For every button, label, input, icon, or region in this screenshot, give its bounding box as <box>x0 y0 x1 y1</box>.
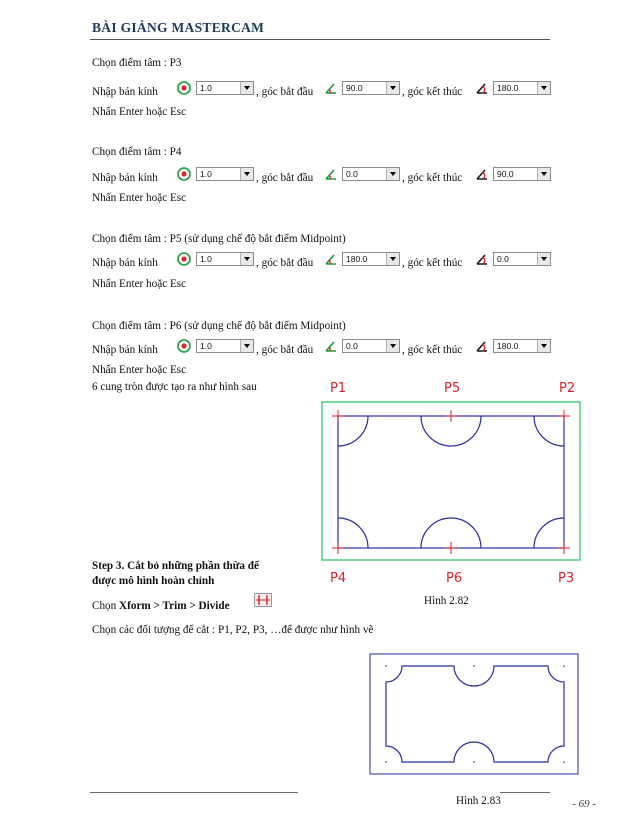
dropdown-arrow-icon[interactable] <box>537 82 550 94</box>
end-angle-field[interactable]: 90.0 <box>493 167 551 181</box>
start-angle-field[interactable]: 0.0 <box>342 339 400 353</box>
label-p6: P6 <box>446 571 463 586</box>
menu-path[interactable]: Xform > Trim > Divide <box>119 600 230 612</box>
dropdown-arrow-icon[interactable] <box>240 340 253 352</box>
dropdown-arrow-icon[interactable] <box>386 82 399 94</box>
arc-p4 <box>338 518 368 548</box>
start-angle-field[interactable]: 90.0 <box>342 81 400 95</box>
end-angle-field[interactable]: 180.0 <box>493 81 551 95</box>
figure2-caption: Hình 2.83 <box>456 795 501 807</box>
page-number: - 69 - <box>572 798 596 810</box>
dropdown-arrow-icon[interactable] <box>537 168 550 180</box>
header-rule <box>90 39 550 40</box>
dropdown-arrow-icon[interactable] <box>386 253 399 265</box>
step3-line2: được mô hình hoàn chỉnh <box>92 575 215 587</box>
dropdown-arrow-icon[interactable] <box>240 253 253 265</box>
radius-field[interactable]: 1.0 <box>196 81 254 95</box>
start-angle-field[interactable]: 180.0 <box>342 252 400 266</box>
figure1-caption: Hình 2.82 <box>424 595 469 607</box>
dropdown-arrow-icon[interactable] <box>537 253 550 265</box>
block3-center: Chọn điểm tâm : P5 (sử dụng chế độ bắt điểm Midpoint) <box>92 233 346 245</box>
marker-p4 <box>332 542 344 554</box>
radius-icon[interactable] <box>176 251 192 267</box>
radius-icon[interactable] <box>176 166 192 182</box>
block3-end-label: , góc kết thúc <box>402 257 463 269</box>
block4-start-label: , góc bắt đầu <box>256 344 314 356</box>
label-p5: P5 <box>444 381 461 396</box>
block1-start-label: , góc bắt đầu <box>256 86 314 98</box>
block1-center: Chọn điểm tâm : P3 <box>92 57 182 69</box>
figure-frame <box>322 402 580 560</box>
block4-end-label: , góc kết thúc <box>402 344 463 356</box>
dropdown-arrow-icon[interactable] <box>386 340 399 352</box>
block2-end-label: , góc kết thúc <box>402 172 463 184</box>
start-angle-icon[interactable] <box>323 251 339 267</box>
marker-p1 <box>332 410 344 422</box>
arc-p3 <box>534 518 564 548</box>
trimmed-outline <box>386 666 564 762</box>
dropdown-arrow-icon[interactable] <box>386 168 399 180</box>
block2-radius-label: Nhập bán kính <box>92 172 158 184</box>
end-angle-icon[interactable] <box>474 166 490 182</box>
block1-end-label: , góc kết thúc <box>402 86 463 98</box>
step3-line1: Step 3. Cắt bỏ những phần thừa để <box>92 560 259 572</box>
block1-radius-label: Nhập bán kính <box>92 86 158 98</box>
start-angle-field[interactable]: 0.0 <box>342 167 400 181</box>
point-p2 <box>563 665 565 667</box>
block4-radius-label: Nhập bán kính <box>92 344 158 356</box>
label-p4: P4 <box>330 571 347 586</box>
radius-field[interactable]: 1.0 <box>196 252 254 266</box>
choose-prefix: Chọn <box>92 600 120 612</box>
arcs-result-text: 6 cung tròn được tạo ra như hình sau <box>92 381 257 393</box>
radius-icon[interactable] <box>176 80 192 96</box>
label-p2: P2 <box>559 381 576 396</box>
block4-center: Chọn điểm tâm : P6 (sử dụng chế độ bắt điểm Midpoint) <box>92 320 346 332</box>
block1-enter: Nhấn Enter hoặc Esc <box>92 106 187 118</box>
block3-radius-label: Nhập bán kính <box>92 257 158 269</box>
marker-p2 <box>558 410 570 422</box>
radius-field[interactable]: 1.0 <box>196 339 254 353</box>
marker-p5 <box>445 410 457 422</box>
point-p3 <box>563 761 565 763</box>
end-angle-icon[interactable] <box>474 80 490 96</box>
arc-p1 <box>338 416 368 446</box>
end-angle-field[interactable]: 0.0 <box>493 252 551 266</box>
divide-icon[interactable] <box>254 593 272 607</box>
choose-objects-text: Chọn các đối tượng để cắt : P1, P2, P3, …để được như hình vẽ <box>92 624 374 636</box>
radius-icon[interactable] <box>176 338 192 354</box>
figure-2-83 <box>366 650 584 778</box>
figure-2-82 <box>318 372 584 592</box>
point-p5 <box>473 665 475 667</box>
point-p4 <box>385 761 387 763</box>
choose-menu-line <box>92 600 230 613</box>
footer-rule <box>90 792 298 793</box>
block2-center: Chọn điểm tâm : P4 <box>92 146 182 158</box>
end-angle-icon[interactable] <box>474 338 490 354</box>
block3-start-label: , góc bắt đầu <box>256 257 314 269</box>
label-p1: P1 <box>330 381 347 396</box>
footer-rule-right <box>500 792 550 793</box>
block4-enter: Nhấn Enter hoặc Esc <box>92 364 187 376</box>
point-p1 <box>385 665 387 667</box>
dropdown-arrow-icon[interactable] <box>537 340 550 352</box>
marker-p6 <box>445 542 457 554</box>
radius-field[interactable]: 1.0 <box>196 167 254 181</box>
start-angle-icon[interactable] <box>323 166 339 182</box>
block2-enter: Nhấn Enter hoặc Esc <box>92 192 187 204</box>
end-angle-icon[interactable] <box>474 251 490 267</box>
start-angle-icon[interactable] <box>323 338 339 354</box>
start-angle-icon[interactable] <box>323 80 339 96</box>
end-angle-field[interactable]: 180.0 <box>493 339 551 353</box>
dropdown-arrow-icon[interactable] <box>240 168 253 180</box>
marker-p3 <box>558 542 570 554</box>
point-p6 <box>473 761 475 763</box>
main-rectangle <box>338 416 564 548</box>
header-title: BÀI GIẢNG MASTERCAM <box>92 20 265 35</box>
label-p3: P3 <box>558 571 575 586</box>
block2-start-label: , góc bắt đầu <box>256 172 314 184</box>
arc-p2 <box>534 416 564 446</box>
dropdown-arrow-icon[interactable] <box>240 82 253 94</box>
block3-enter: Nhấn Enter hoặc Esc <box>92 278 187 290</box>
